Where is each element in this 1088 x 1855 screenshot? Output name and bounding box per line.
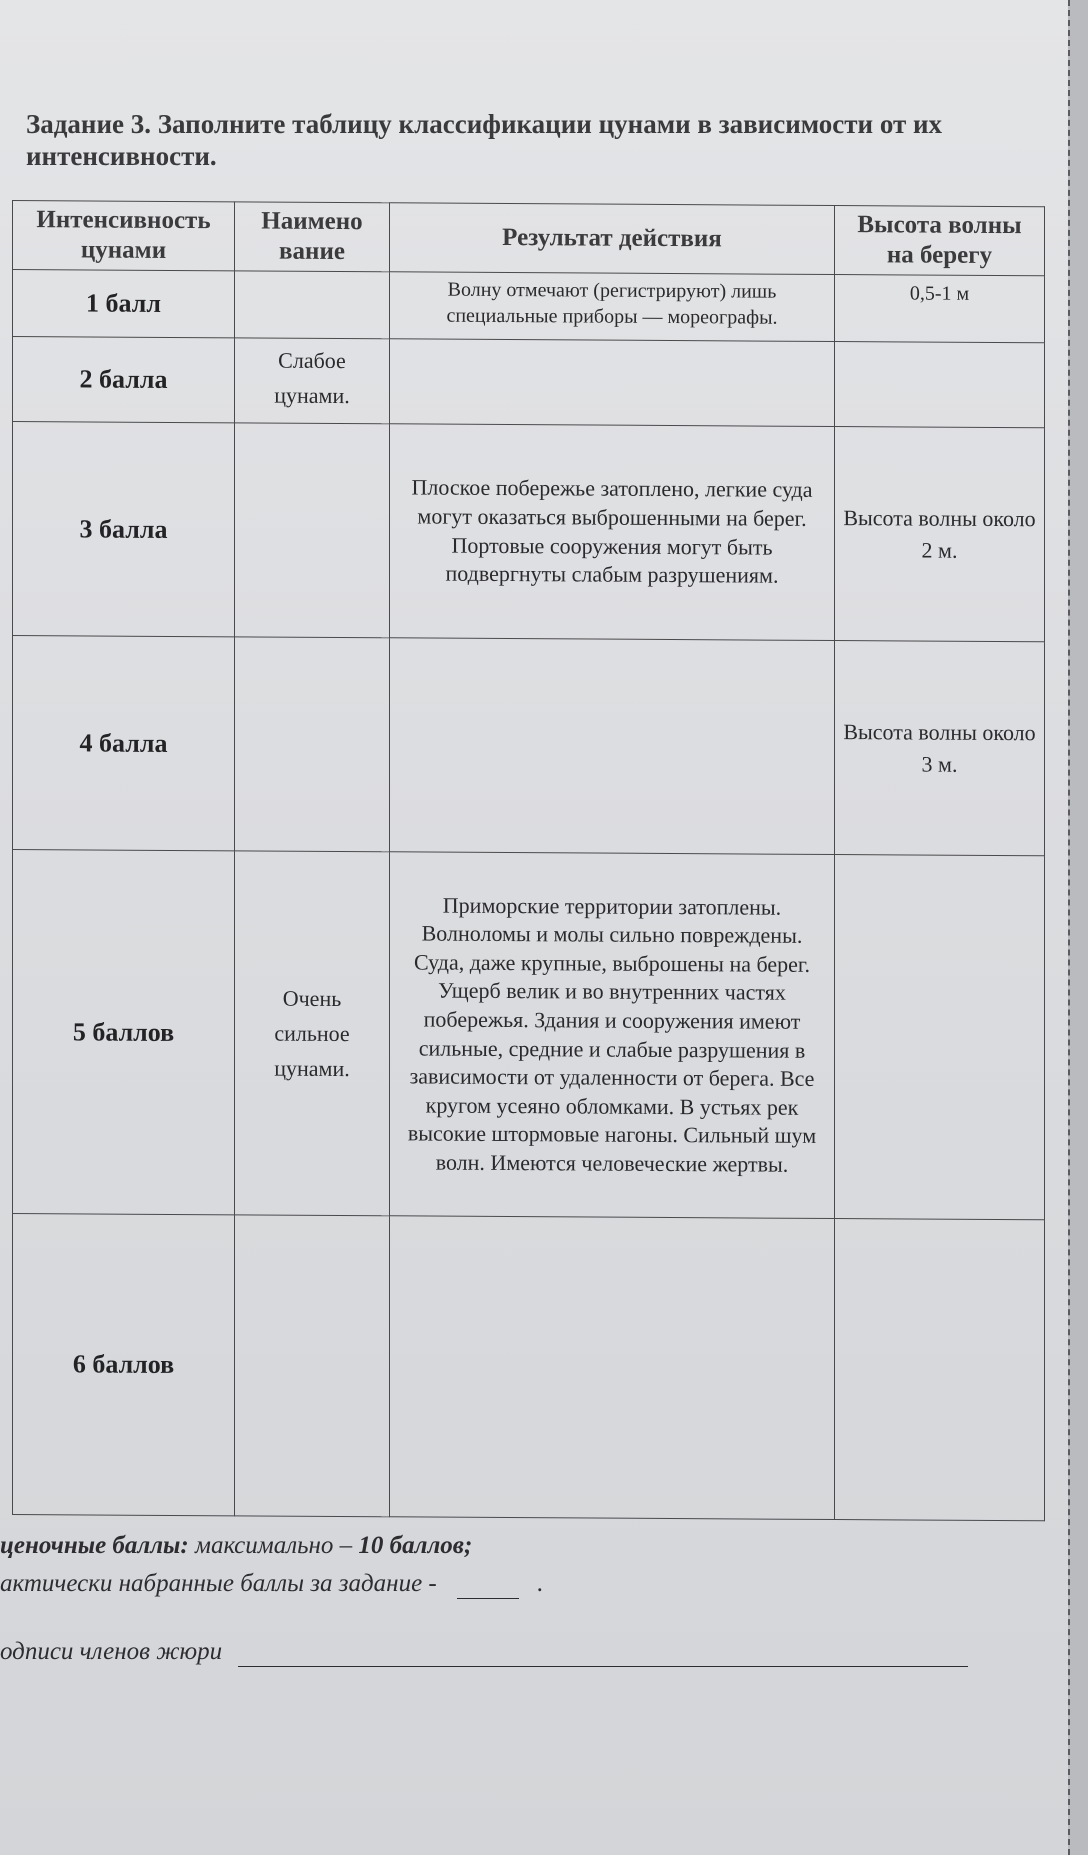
table-row (13, 850, 1045, 1220)
actual-score-label: актически набранные баллы за задание - (0, 1570, 437, 1597)
effect-cell[interactable] (390, 638, 835, 855)
page-edge (1068, 0, 1088, 1855)
actual-score-blank[interactable] (457, 1570, 519, 1599)
intensity-cell: 1 балл (13, 270, 235, 338)
table-row (13, 636, 1045, 856)
name-cell[interactable] (235, 423, 390, 638)
wave-height-cell[interactable] (835, 342, 1045, 428)
header-effect: Результат действия (390, 203, 835, 275)
task-title: Задание 3. Заполните таблицу классификации цунами в зависимости от их интенсивности. (26, 109, 943, 172)
effect-cell: Плоское побережье затоплено, легкие суда могут оказаться выброшенными на берег. Портовые сооружения могут быть подвергнуты слабым разрушениям. (390, 424, 835, 641)
score-max-text: максимально – (194, 1532, 353, 1559)
name-cell[interactable] (235, 1215, 390, 1517)
table-header-row (13, 201, 1045, 276)
intensity-cell: 5 баллов (13, 850, 235, 1215)
wave-height-cell[interactable] (835, 1219, 1045, 1521)
header-intensity: Интенсивность цунами (13, 201, 235, 271)
effect-cell: Приморские территории затоплены. Волноломы и молы сильно повреждены. Суда, даже крупные, выброшены на берег. Ущерб велик и во внутренних частях побережья. Здания и сооружения имеют сильные, средние и слабые разрушения в зависимости от удаленности от берега. Все кругом усеяно обломками. В устьях рек высокие штормовые нагоны. Сильный шум волн. Имеются человеческие жертвы. (390, 852, 835, 1219)
intensity-cell: 2 балла (13, 337, 235, 423)
table-row (13, 337, 1045, 428)
wave-height-cell: Высота волны около 3 м. (835, 641, 1045, 856)
effect-cell[interactable] (390, 1216, 835, 1520)
actual-score-line (0, 1570, 544, 1599)
wave-height-cell[interactable] (835, 855, 1045, 1220)
intensity-cell: 4 балла (13, 636, 235, 851)
score-label: ценочные баллы: (0, 1532, 189, 1559)
score-max-value: 10 баллов; (358, 1532, 473, 1559)
wave-height-cell: 0,5-1 м (835, 275, 1045, 343)
name-cell: Слабое цунами. (235, 338, 390, 424)
name-cell[interactable] (235, 637, 390, 852)
jury-signature-line (0, 1638, 968, 1667)
name-cell: Очень сильное цунами. (235, 851, 390, 1216)
wave-height-cell: Высота волны около 2 м. (835, 427, 1045, 642)
effect-cell[interactable] (390, 339, 835, 427)
tsunami-classification-table (12, 200, 1045, 1521)
actual-score-period: . (537, 1570, 544, 1597)
jury-signature-blank[interactable] (238, 1638, 968, 1667)
name-cell[interactable] (235, 271, 390, 339)
table-row (13, 270, 1045, 343)
effect-cell: Волну отмечают (регистрируют) лишь специальные приборы — мореографы. (390, 272, 835, 342)
intensity-cell: 6 баллов (13, 1214, 235, 1516)
score-line (0, 1532, 472, 1560)
intensity-cell: 3 балла (13, 422, 235, 637)
header-name: Наимено вание (235, 202, 390, 272)
table-row (13, 422, 1045, 642)
header-wave-height: Высота волны на берегу (835, 206, 1045, 276)
table-row (13, 1214, 1045, 1521)
jury-signature-label: одписи членов жюри (0, 1638, 223, 1665)
